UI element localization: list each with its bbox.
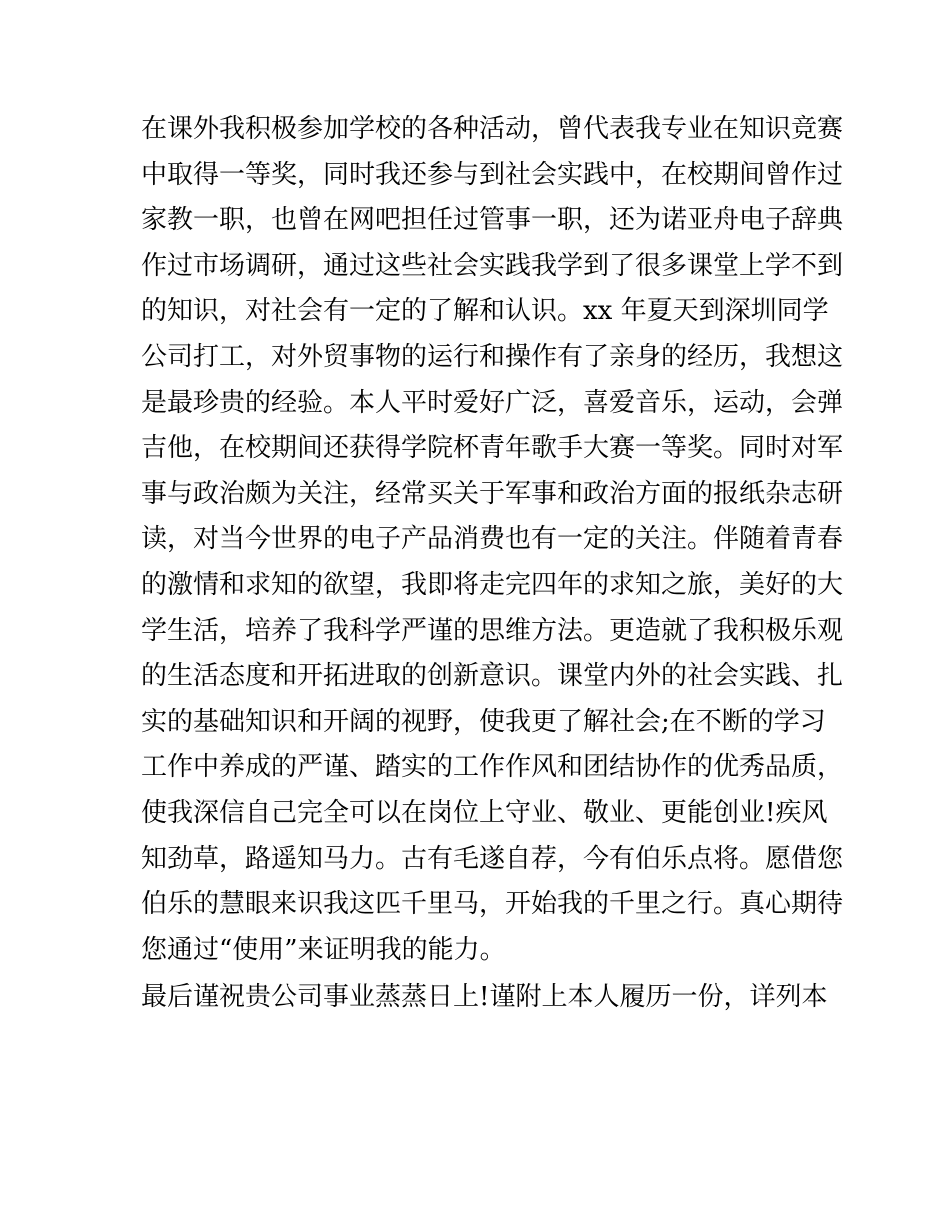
text-line: 使我深信自己完全可以在岗位上守业、敬业、更能创业!疾风: [141, 797, 828, 828]
body-text: [141, 107, 844, 1021]
text-line: 是最珍贵的经验。本人平时爱好广泛，喜爱音乐，运动，会弹: [141, 387, 844, 418]
text-line: 的生活态度和开拓进取的创新意识。课堂内外的社会实践、扎: [141, 661, 844, 692]
text-line: 的激情和求知的欲望，我即将走完四年的求知之旅，美好的大: [141, 569, 844, 600]
text-line: 的知识，对社会有一定的了解和认识。xx 年夏天到深圳同学: [141, 296, 829, 327]
text-line: 最后谨祝贵公司事业蒸蒸日上!谨附上本人履历一份，详列本: [141, 982, 828, 1013]
paragraph-2: [141, 975, 841, 1021]
text-line: 在课外我积极参加学校的各种活动，曾代表我专业在知识竞赛: [141, 114, 844, 144]
text-line: 吉他，在校期间还获得学院杯青年歌手大赛一等奖。同时对军: [141, 433, 844, 464]
text-line: 家教一职，也曾在网吧担任过管事一职，还为诺亚舟电子辞典: [141, 205, 844, 236]
text-line: 知劲草，路遥知马力。古有毛遂自荐，今有伯乐点将。愿借您: [141, 843, 844, 874]
text-line: 中取得一等奖，同时我还参与到社会实践中，在校期间曾作过: [141, 159, 844, 190]
text-line: 您通过“使用”来证明我的能力。: [141, 934, 506, 965]
text-line: 读，对当今世界的电子产品消费也有一定的关注。伴随着青春: [141, 524, 844, 555]
text-line: 事与政治颇为关注，经常买关于军事和政治方面的报纸杂志研: [141, 478, 844, 509]
text-line: 工作中养成的严谨、踏实的工作作风和团结协作的优秀品质，: [141, 752, 844, 783]
text-line: 伯乐的慧眼来识我这匹千里马，开始我的千里之行。真心期待: [141, 889, 844, 920]
text-line: 学生活，培养了我科学严谨的思维方法。更造就了我积极乐观: [141, 615, 844, 646]
text-line: 公司打工，对外贸事物的运行和操作有了亲身的经历，我想这: [141, 341, 844, 372]
text-line: 实的基础知识和开阔的视野，使我更了解社会;在不断的学习: [141, 706, 826, 737]
paragraph-1: [141, 107, 844, 973]
text-line: 作过市场调研，通过这些社会实践我学到了很多课堂上学不到: [141, 250, 844, 281]
